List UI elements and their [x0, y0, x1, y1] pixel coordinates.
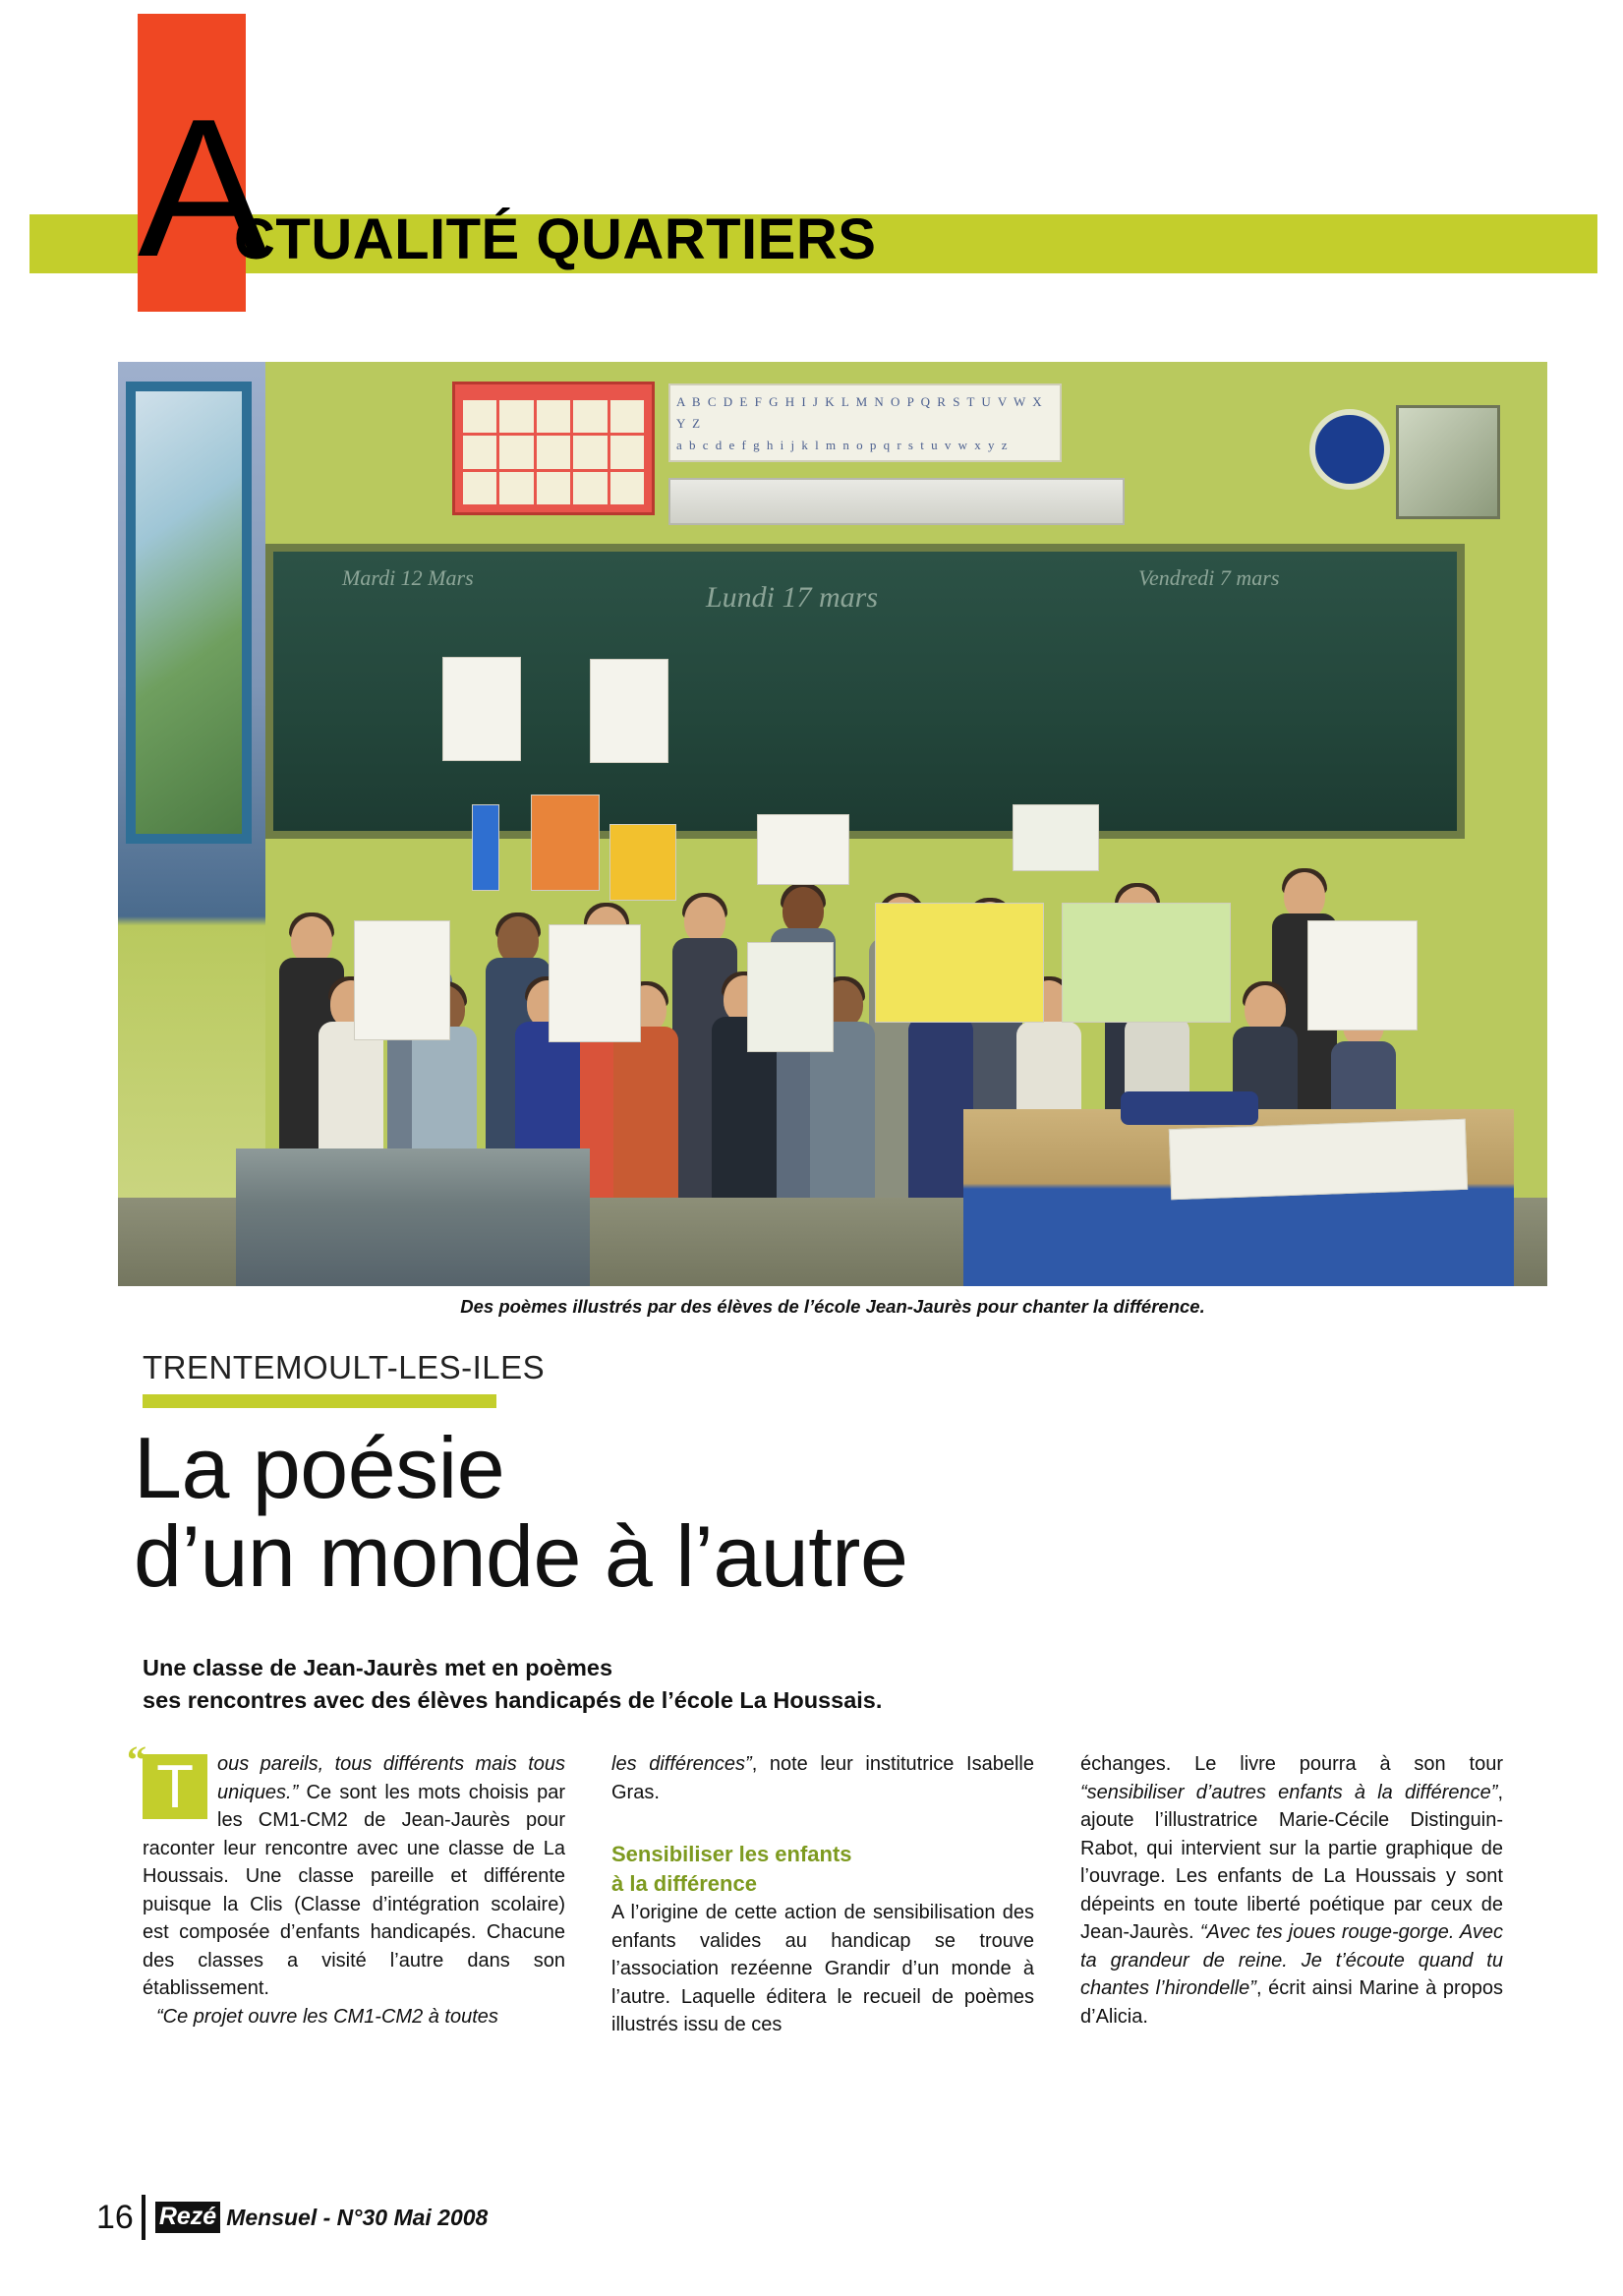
article-body [127, 1737, 1509, 2173]
photo-clock [1309, 409, 1390, 490]
photo-held-poem [1013, 804, 1099, 871]
photo-held-poem [549, 924, 641, 1042]
photo-held-poem [757, 814, 849, 885]
opening-quote-mark: “ [127, 1737, 146, 1782]
article-standfirst [143, 1652, 1224, 1717]
article-column-1 [127, 1737, 565, 2031]
column-2-paragraph-1 [611, 1750, 1034, 1806]
photo-alphabet-strip [668, 383, 1062, 462]
article-kicker: TRENTEMOULT-LES-ILES [143, 1349, 546, 1385]
photo-scene [118, 362, 1547, 1286]
photo-poster-cards [463, 400, 644, 504]
blackboard-line-3: Vendredi 7 mars [1138, 565, 1280, 590]
column-3-quote-2: “Avec tes joues rouge-gorge. Avec ta grandeur de reine. Je t’écoute quand tu chantes l’hirondelle” [1080, 1921, 1503, 1999]
photo-desk-left [236, 1148, 590, 1286]
article-photo [118, 362, 1547, 1286]
photo-held-drawing [531, 795, 600, 891]
article-column-2 [611, 1750, 1034, 2039]
photo-held-poem [354, 920, 450, 1040]
photo-pencil-case [1121, 1091, 1258, 1125]
masthead-initial: A [138, 79, 267, 298]
blackboard-line-1: Mardi 12 Mars [342, 565, 474, 590]
alphabet-lowercase: a b c d e f g h i j k l m n o p q r s t u v w x y z [676, 438, 1010, 452]
photo-held-illustrated-book [1062, 903, 1231, 1023]
page-title [134, 1419, 1294, 1605]
headline-line-2: d’un monde à l’autre [134, 1507, 908, 1605]
column-1-lead-quote: ous pareils, tous différents mais tous uniques.” [217, 1753, 565, 1803]
page-number: 16 [96, 2198, 134, 2236]
drop-cap: T [143, 1754, 207, 1819]
column-2-paragraph-2: A l’origine de cette action de sensibilisation des enfants valides au handicap se trouve l’association rezéenne Grandir d’un monde à l’autre. Laquelle éditera le recueil de poèmes illustrés issu de ces [611, 1902, 1034, 2035]
column-3-paragraph-1-rest: , ajoute l’illustratrice Marie-Cécile Distinguin-Rabot, qui intervient sur la partie graphique de l’ouvrage. Les enfants de La Houssais y sont dépeints en toute liberté poétique par ceux de Jean-Jaurès. [1080, 1781, 1503, 1943]
photo-window [126, 382, 252, 844]
column-2-paragraph-1-rest: , note leur institutrice Isabelle Gras. [611, 1753, 1034, 1803]
photo-held-poem [747, 942, 834, 1052]
column-3-paragraph-2-rest: , écrit ainsi Marine à propos d’Alicia. [1080, 1977, 1503, 2028]
article-column-3 [1080, 1750, 1503, 2031]
photo-held-poem [1307, 920, 1418, 1030]
column-1-paragraph-1-rest: Ce sont les mots choisis par les CM1-CM2 de Jean-Jaurès pour raconter leur rencontre avec une classe de La Houssais. Une classe pareille et différente puisque la Clis (Classe d’intégration scolaire) est composée d’enfants handicapés. Chacune des classes a visité l’autre dans son établissement. [143, 1781, 565, 1999]
publication-issue: Mensuel - N°30 Mai 2008 [226, 2204, 489, 2230]
standfirst-line-2: ses rencontres avec des élèves handicapés de l’école La Houssais. [143, 1687, 883, 1713]
photo-held-drawing [609, 824, 676, 901]
column-1-paragraph-2: “Ce projet ouvre les CM1-CM2 à toutes [156, 2005, 498, 2028]
headline-line-1: La poésie [134, 1419, 505, 1516]
standfirst-line-1: Une classe de Jean-Jaurès met en poèmes [143, 1655, 613, 1680]
masthead-title: CTUALITÉ QUARTIERS [234, 207, 877, 271]
column-1-paragraph-1 [143, 1750, 565, 2003]
blackboard-line-2: Lundi 17 mars [706, 581, 879, 614]
photo-wall-poster [452, 382, 655, 515]
photo-held-illustrated-book [875, 903, 1044, 1023]
page-footer [96, 2195, 488, 2240]
footer-divider [142, 2195, 145, 2240]
column-3-paragraph-1-start: échanges. Le livre pourra à son tour [1080, 1753, 1503, 1775]
subhead-line-2: à la différence [611, 1871, 757, 1896]
photo-wall-portrait [1396, 405, 1500, 519]
article-subhead [611, 1840, 1034, 1899]
photo-shelf [668, 478, 1125, 525]
column-2-quote: les différences” [611, 1753, 752, 1775]
subhead-line-1: Sensibiliser les enfants [611, 1842, 852, 1866]
column-3-paragraph-1 [1080, 1750, 1503, 2031]
alphabet-uppercase: A B C D E F G H I J K L M N O P Q R S T U V W X Y Z [676, 394, 1044, 431]
photo-caption: Des poèmes illustrés par des élèves de l’école Jean-Jaurès pour chanter la différence. [460, 1296, 1205, 1317]
photo-desk-papers [1169, 1119, 1468, 1200]
column-3-quote-1: “sensibiliser d’autres enfants à la différence” [1080, 1781, 1498, 1803]
publication-logo: Rezé [155, 2202, 220, 2233]
kicker-rule [143, 1394, 496, 1408]
masthead [0, 0, 1623, 334]
photo-held-drawing [472, 804, 499, 891]
